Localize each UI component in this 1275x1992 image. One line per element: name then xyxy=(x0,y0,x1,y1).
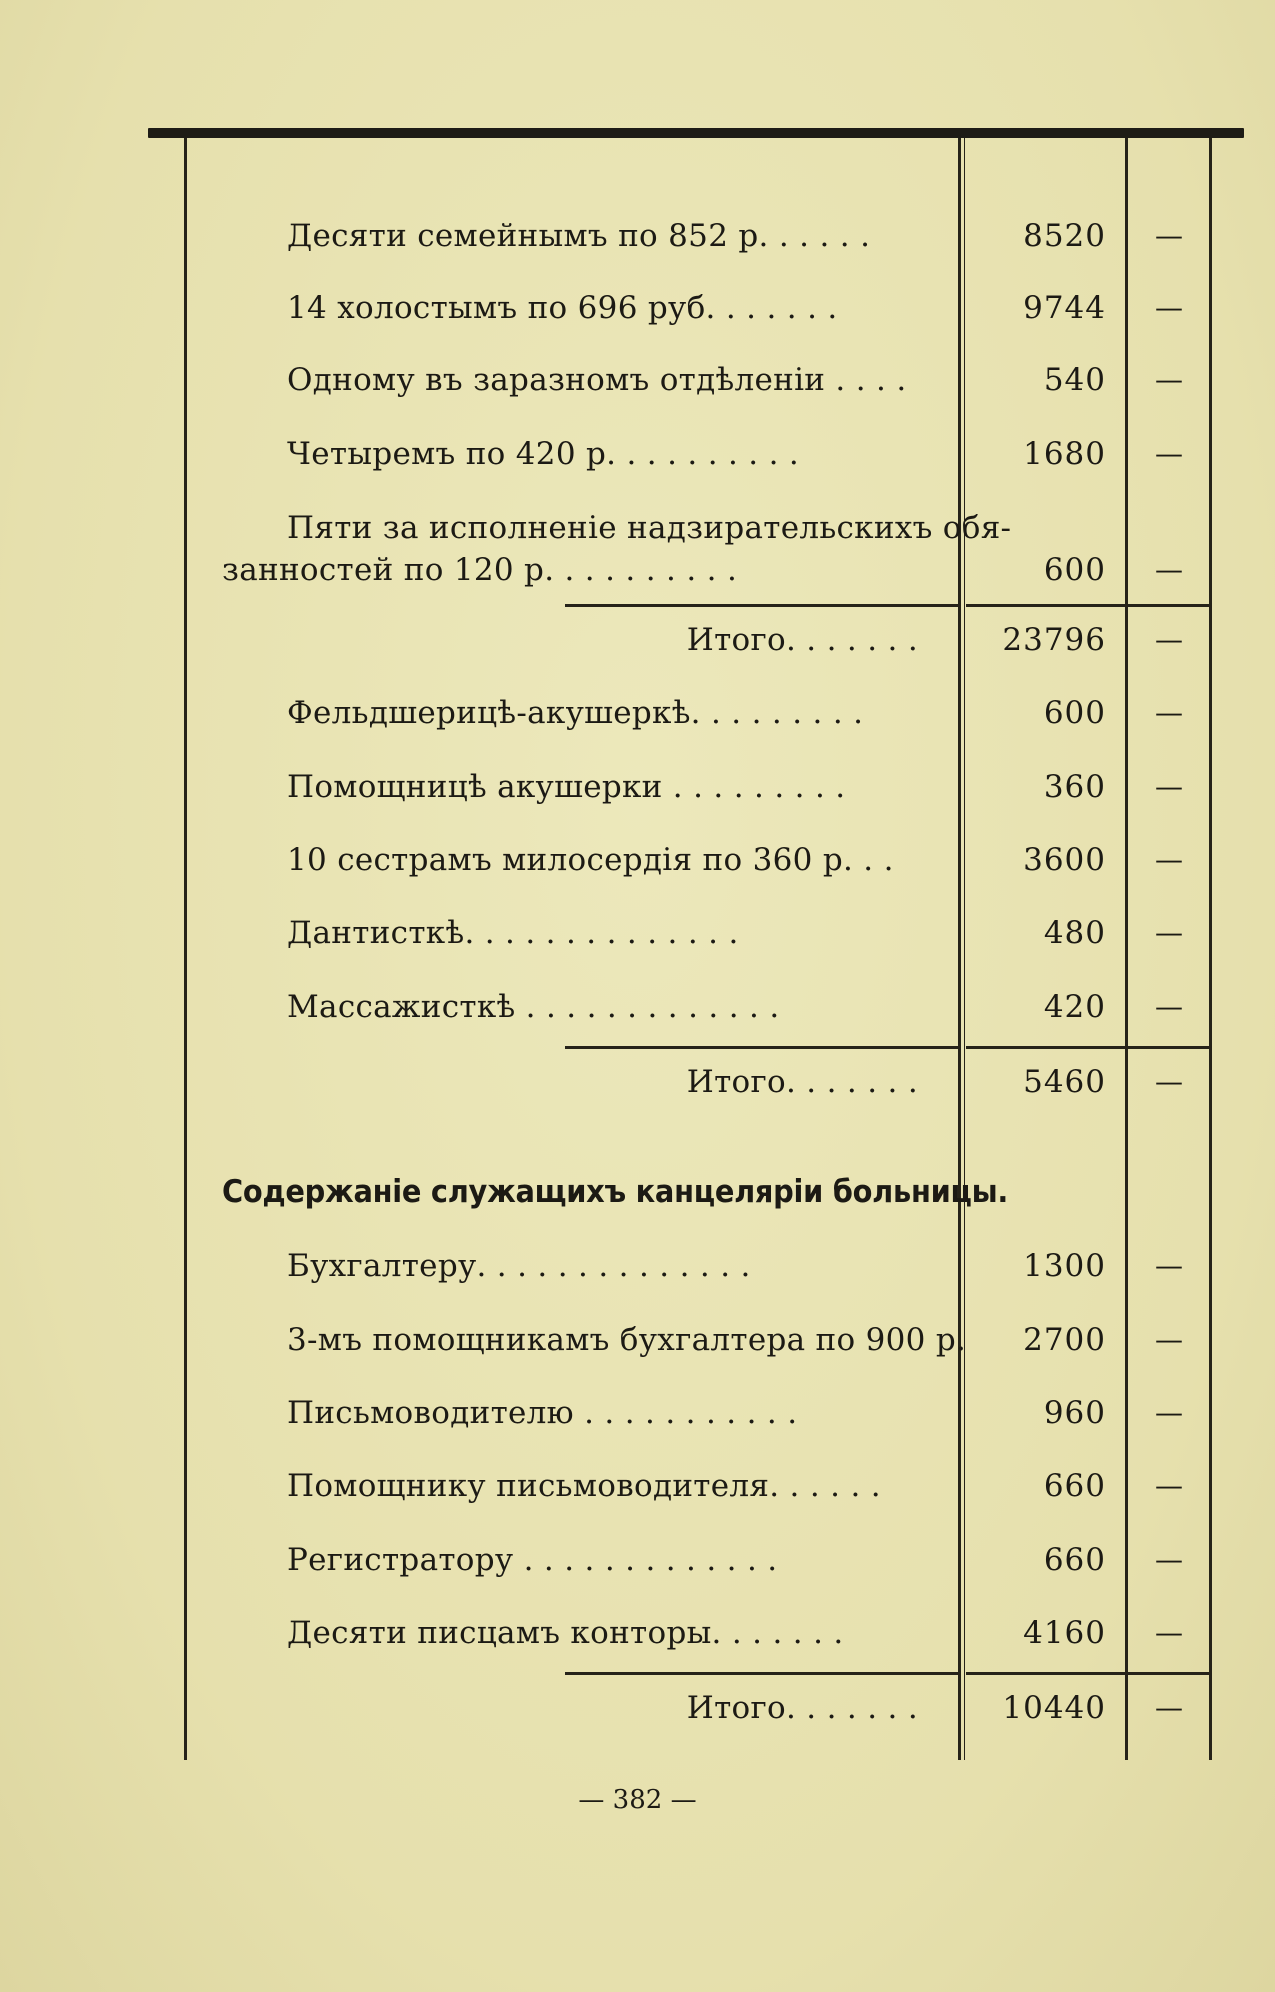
row-amount: 2700 xyxy=(1023,1322,1106,1358)
total-amount: 5460 xyxy=(1023,1064,1106,1100)
row-amount: 1680 xyxy=(1023,436,1106,472)
total-label: Итого. . . . . . . xyxy=(686,622,918,658)
table-row xyxy=(0,903,1275,963)
row-kopecks-dash: — xyxy=(1155,696,1183,729)
row-label: Четыремъ по 420 р. . . . . . . . . . xyxy=(287,436,800,472)
row-amount: 8520 xyxy=(1023,218,1106,254)
subtotal-rule xyxy=(565,604,960,607)
row-kopecks-dash: — xyxy=(1155,1543,1183,1576)
row-kopecks-dash: — xyxy=(1155,363,1183,396)
row-amount: 360 xyxy=(1043,769,1106,805)
row-label: Одному въ заразномъ отдѣленіи . . . . xyxy=(287,362,907,398)
row-amount: 420 xyxy=(1043,989,1106,1025)
subtotal-rule xyxy=(966,1046,1125,1049)
row-label: Регистратору . . . . . . . . . . . . . xyxy=(287,1542,778,1578)
row-amount: 960 xyxy=(1043,1395,1106,1431)
table-row xyxy=(0,977,1275,1037)
row-kopecks-dash: — xyxy=(1155,1616,1183,1649)
row-label: 3-мъ помощникамъ бухгалтера по 900 р. xyxy=(287,1322,967,1358)
row-label: Помощницѣ акушерки . . . . . . . . . xyxy=(287,769,846,805)
row-amount: 1300 xyxy=(1023,1248,1106,1284)
subtotal-rule xyxy=(1128,604,1211,607)
table-row xyxy=(0,540,1275,600)
row-kopecks-dash: — xyxy=(1155,1249,1183,1282)
row-kopecks-dash: — xyxy=(1155,437,1183,470)
row-amount: 4160 xyxy=(1023,1615,1106,1651)
table-row xyxy=(0,278,1275,338)
row-amount: 3600 xyxy=(1023,842,1106,878)
table-row xyxy=(0,1236,1275,1296)
row-kopecks-dash: — xyxy=(1155,843,1183,876)
row-kopecks-dash: — xyxy=(1155,219,1183,252)
subtotal-rule xyxy=(565,1046,960,1049)
total-kopecks-dash: — xyxy=(1155,623,1183,656)
row-kopecks-dash: — xyxy=(1155,770,1183,803)
total-row xyxy=(0,610,1275,670)
total-label: Итого. . . . . . . xyxy=(686,1690,918,1726)
row-label: Фельдшерицѣ-акушеркѣ. . . . . . . . . xyxy=(287,695,864,731)
table-row xyxy=(0,1456,1275,1516)
row-kopecks-dash: — xyxy=(1155,291,1183,324)
table-row xyxy=(0,1383,1275,1443)
row-label: 14 холостымъ по 696 руб. . . . . . . xyxy=(287,290,838,326)
row-label: Помощнику письмоводителя. . . . . . xyxy=(287,1468,881,1504)
table-row xyxy=(0,830,1275,890)
subtotal-rule xyxy=(966,604,1125,607)
total-label: Итого. . . . . . . xyxy=(686,1064,918,1100)
subtotal-rule xyxy=(966,1672,1125,1675)
table-row xyxy=(0,1530,1275,1590)
row-label: Десяти писцамъ конторы. . . . . . . xyxy=(287,1615,844,1651)
table-row xyxy=(0,1603,1275,1663)
row-amount: 9744 xyxy=(1023,290,1106,326)
section-heading: Содержаніе служащихъ канцеляріи больницы. xyxy=(222,1174,1009,1210)
row-kopecks-dash: — xyxy=(1155,1396,1183,1429)
total-kopecks-dash: — xyxy=(1155,1065,1183,1098)
row-amount: 600 xyxy=(1043,695,1106,731)
total-amount: 10440 xyxy=(1002,1690,1106,1726)
row-label: Массажисткѣ . . . . . . . . . . . . . xyxy=(287,989,780,1025)
table-row xyxy=(0,350,1275,410)
table-row xyxy=(0,1310,1275,1370)
row-label: Дантисткѣ. . . . . . . . . . . . . . xyxy=(287,915,739,951)
row-amount: 660 xyxy=(1043,1468,1106,1504)
row-label: Десяти семейнымъ по 852 р. . . . . . xyxy=(287,218,871,254)
row-kopecks-dash: — xyxy=(1155,916,1183,949)
row-label: 10 сестрамъ милосердія по 360 р. . . xyxy=(287,842,894,878)
table-row xyxy=(0,206,1275,266)
row-label-line1: Пяти за исполненіе надзирательскихъ обя- xyxy=(287,510,1012,546)
total-kopecks-dash: — xyxy=(1155,1691,1183,1724)
row-kopecks-dash: — xyxy=(1155,1323,1183,1356)
subtotal-rule xyxy=(565,1672,960,1675)
table-row xyxy=(0,683,1275,743)
subtotal-rule xyxy=(1128,1046,1211,1049)
row-amount: 660 xyxy=(1043,1542,1106,1578)
page-number: — 382 — xyxy=(578,1785,697,1815)
top-rule xyxy=(148,128,1244,138)
row-label: Письмоводителю . . . . . . . . . . . xyxy=(287,1395,798,1431)
total-amount: 23796 xyxy=(1002,622,1106,658)
row-amount: 540 xyxy=(1043,362,1106,398)
total-row xyxy=(0,1678,1275,1738)
row-kopecks-dash: — xyxy=(1155,1469,1183,1502)
table-row xyxy=(0,424,1275,484)
subtotal-rule xyxy=(1128,1672,1211,1675)
row-kopecks-dash: — xyxy=(1155,990,1183,1023)
table-row xyxy=(0,757,1275,817)
row-label-line2: занностей по 120 р. . . . . . . . . . xyxy=(222,552,738,588)
row-amount: 600 xyxy=(1043,552,1106,588)
row-label: Бухгалтеру. . . . . . . . . . . . . . xyxy=(287,1248,751,1284)
total-row xyxy=(0,1052,1275,1112)
row-kopecks-dash: — xyxy=(1155,553,1183,586)
row-amount: 480 xyxy=(1043,915,1106,951)
